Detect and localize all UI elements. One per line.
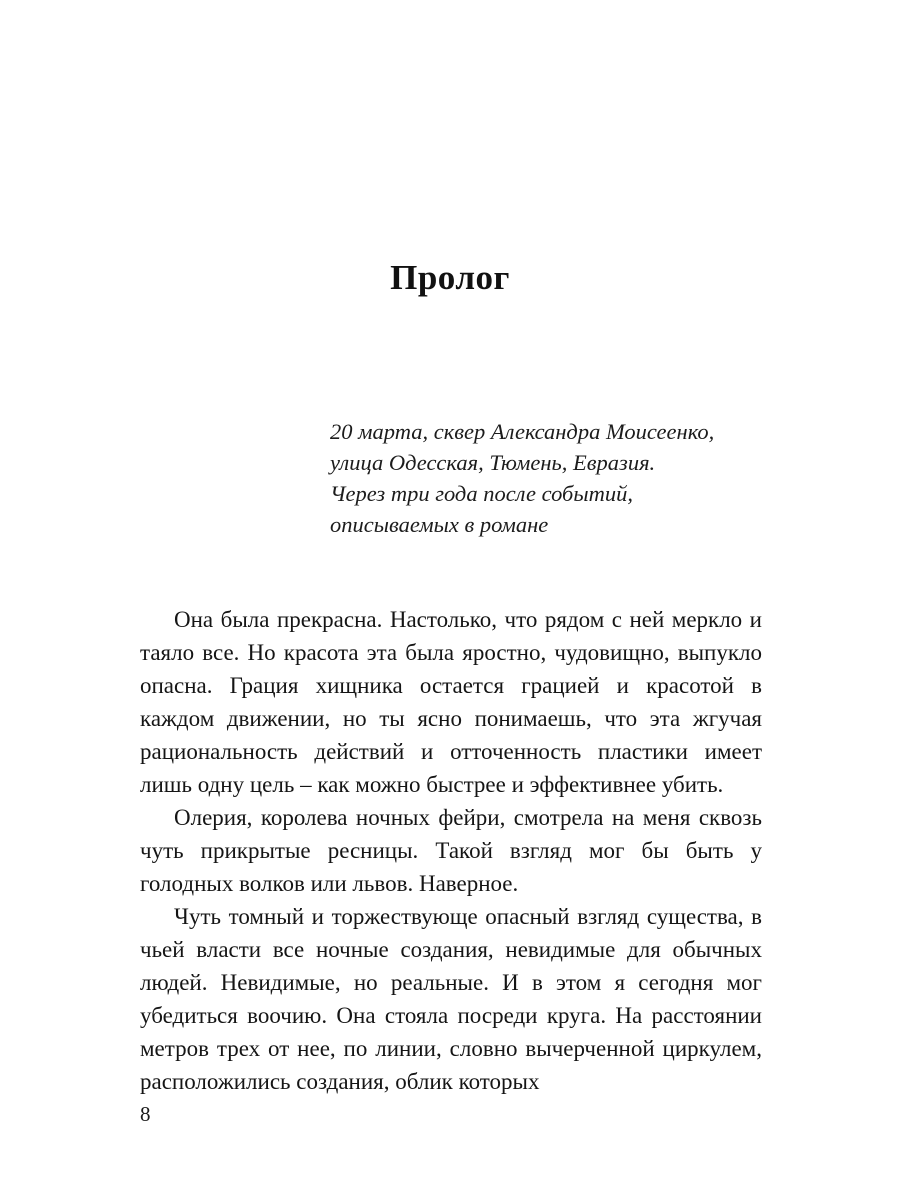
paragraph: Она была прекрасна. Настолько, что рядом с ней меркло и таяло все. Но красота эта была яростно, чудовищно, выпукло опасна. Грация хищника остается грацией и красотой в каждом движении, но ты ясно понимаешь, что эта жгучая рациональность действий и отточенность пластики имеет лишь одну цель – как можно быстрее и эффективнее убить. — [140, 607, 762, 797]
epigraph-line: 20 марта, сквер Александра Моисеенко, — [330, 419, 715, 444]
body-text — [140, 603, 762, 1098]
epigraph — [330, 416, 760, 540]
page-number: 8 — [140, 1102, 151, 1126]
epigraph-line: улица Одесская, Тюмень, Евразия. — [330, 450, 656, 475]
paragraph: Чуть томный и торжествующе опасный взгляд существа, в чьей власти все ночные создания, невидимые для обычных людей. Невидимые, но реальные. И в этом я сегодня мог убедиться воочию. Она стояла посреди круга. На расстоянии метров трех от нее, по линии, словно вычерченной циркулем, расположились создания, облик которых — [140, 904, 762, 1094]
epigraph-line: Через три года после событий, — [330, 481, 633, 506]
paragraph: Олерия, королева ночных фейри, смотрела на меня сквозь чуть прикрытые ресницы. Такой взгляд мог бы быть у голодных волков или львов. Наверное. — [140, 805, 762, 896]
epigraph-line: описываемых в романе — [330, 512, 549, 537]
chapter-title: Пролог — [390, 258, 510, 297]
